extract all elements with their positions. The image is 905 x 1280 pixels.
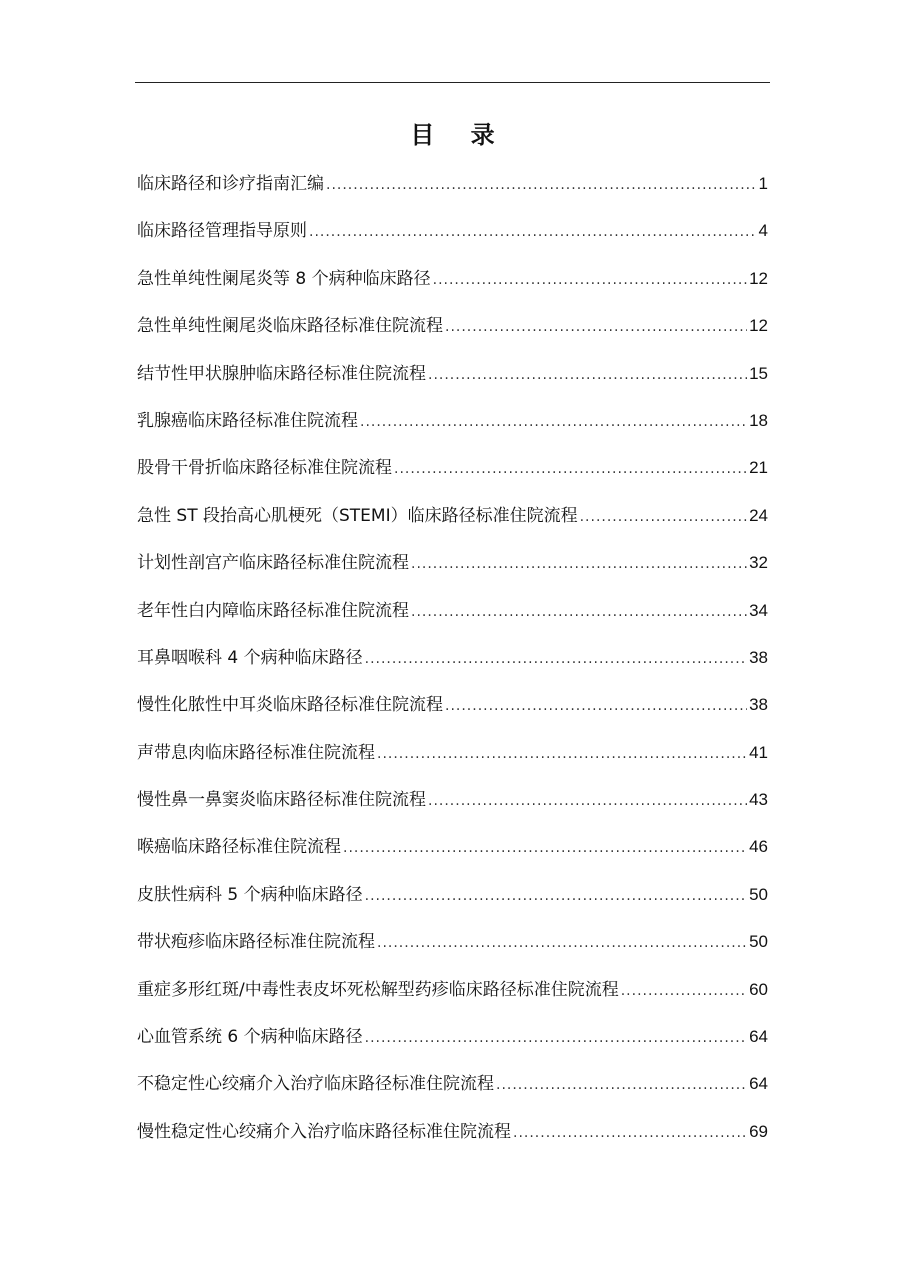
toc-dot-leader — [513, 1110, 747, 1157]
toc-entry-title: 心血管系统 6 个病种临床路径 — [137, 1027, 363, 1048]
toc-entry[interactable] — [137, 1060, 768, 1107]
toc-dot-leader — [343, 825, 747, 872]
toc-page-number: 46 — [749, 837, 768, 857]
toc-page-number: 12 — [749, 316, 768, 336]
toc-entry-title: 耳鼻咽喉科 4 个病种临床路径 — [137, 647, 363, 668]
toc-dot-leader — [411, 541, 747, 588]
toc-dot-leader — [580, 494, 747, 541]
toc-entry[interactable] — [137, 444, 768, 491]
toc-dot-leader — [445, 304, 747, 351]
toc-page-number: 12 — [749, 268, 768, 288]
toc-entry[interactable] — [137, 539, 768, 586]
toc-entry[interactable] — [137, 397, 768, 444]
toc-entry-title: 声带息肉临床路径标准住院流程 — [137, 742, 375, 763]
toc-page-number: 4 — [758, 221, 768, 241]
toc-page-number: 1 — [758, 174, 768, 193]
toc-entry-title: 临床路径和诊疗指南汇编 — [137, 174, 324, 194]
table-of-contents — [137, 160, 768, 1155]
toc-entry-title: 带状疱疹临床路径标准住院流程 — [137, 932, 375, 953]
toc-dot-leader — [394, 446, 747, 493]
toc-entry[interactable] — [137, 350, 768, 397]
page-title: 目 录 — [410, 121, 509, 149]
toc-entry[interactable] — [137, 776, 768, 823]
toc-entry-title: 急性单纯性阑尾炎等 8 个病种临床路径 — [137, 268, 431, 289]
toc-dot-leader — [365, 873, 747, 920]
toc-entry-title: 重症多形红斑/中毒性表皮坏死松解型药疹临床路径标准住院流程 — [137, 979, 619, 1000]
toc-entry[interactable] — [137, 492, 768, 539]
toc-entry-title: 计划性剖宫产临床路径标准住院流程 — [137, 553, 409, 574]
toc-page-number: 18 — [749, 410, 768, 430]
toc-entry-title: 急性 ST 段抬高心肌梗死（STEMI）临床路径标准住院流程 — [137, 505, 578, 526]
toc-page-number: 34 — [749, 600, 768, 620]
toc-page-number: 60 — [749, 979, 768, 999]
toc-dot-leader — [365, 1015, 747, 1062]
toc-entry[interactable] — [137, 207, 768, 254]
toc-entry-title: 慢性稳定性心绞痛介入治疗临床路径标准住院流程 — [137, 1121, 511, 1142]
toc-entry[interactable] — [137, 302, 768, 349]
toc-page-number: 15 — [749, 363, 768, 383]
toc-dot-leader — [445, 683, 747, 730]
toc-dot-leader — [428, 778, 747, 825]
toc-page-number: 50 — [749, 932, 768, 952]
toc-entry-title: 老年性白内障临床路径标准住院流程 — [137, 600, 409, 621]
toc-entry[interactable] — [137, 255, 768, 302]
toc-entry-title: 慢性鼻一鼻窦炎临床路径标准住院流程 — [137, 790, 426, 811]
toc-entry[interactable] — [137, 681, 768, 728]
toc-dot-leader — [377, 731, 747, 778]
toc-entry-title: 不稳定性心绞痛介入治疗临床路径标准住院流程 — [137, 1074, 494, 1095]
toc-entry-title: 股骨干骨折临床路径标准住院流程 — [137, 458, 392, 479]
toc-page-number: 41 — [749, 742, 768, 762]
toc-page-number: 69 — [749, 1121, 768, 1141]
toc-dot-leader — [433, 257, 747, 304]
toc-page-number: 50 — [749, 884, 768, 904]
toc-entry[interactable] — [137, 871, 768, 918]
toc-page-number: 38 — [749, 695, 768, 715]
toc-entry[interactable] — [137, 1108, 768, 1155]
toc-dot-leader — [428, 352, 747, 399]
toc-dot-leader — [326, 162, 757, 209]
toc-entry-title: 皮肤性病科 5 个病种临床路径 — [137, 884, 363, 905]
toc-entry[interactable] — [137, 729, 768, 776]
toc-entry[interactable] — [137, 160, 768, 207]
toc-dot-leader — [377, 920, 747, 967]
toc-entry[interactable] — [137, 823, 768, 870]
toc-dot-leader — [365, 636, 747, 683]
toc-entry-title: 乳腺癌临床路径标准住院流程 — [137, 410, 358, 431]
toc-dot-leader — [309, 209, 757, 256]
toc-dot-leader — [411, 589, 747, 636]
toc-dot-leader — [621, 968, 747, 1015]
toc-entry-title: 慢性化脓性中耳炎临床路径标准住院流程 — [137, 695, 443, 716]
toc-page-number: 64 — [749, 1074, 768, 1094]
toc-entry-title: 急性单纯性阑尾炎临床路径标准住院流程 — [137, 316, 443, 337]
toc-entry[interactable] — [137, 918, 768, 965]
toc-entry[interactable] — [137, 634, 768, 681]
toc-entry[interactable] — [137, 966, 768, 1013]
header-rule — [135, 82, 770, 83]
toc-page-number: 32 — [749, 553, 768, 573]
toc-page-number: 64 — [749, 1027, 768, 1047]
toc-page-number: 38 — [749, 647, 768, 667]
toc-dot-leader — [360, 399, 747, 446]
toc-dot-leader — [496, 1062, 747, 1109]
toc-entry[interactable] — [137, 587, 768, 634]
toc-page-number: 24 — [749, 505, 768, 525]
toc-page-number: 21 — [749, 458, 768, 478]
toc-entry-title: 喉癌临床路径标准住院流程 — [137, 837, 341, 858]
toc-entry[interactable] — [137, 1013, 768, 1060]
toc-entry-title: 临床路径管理指导原则 — [137, 221, 307, 242]
toc-entry-title: 结节性甲状腺肿临床路径标准住院流程 — [137, 363, 426, 384]
toc-page-number: 43 — [749, 790, 768, 810]
